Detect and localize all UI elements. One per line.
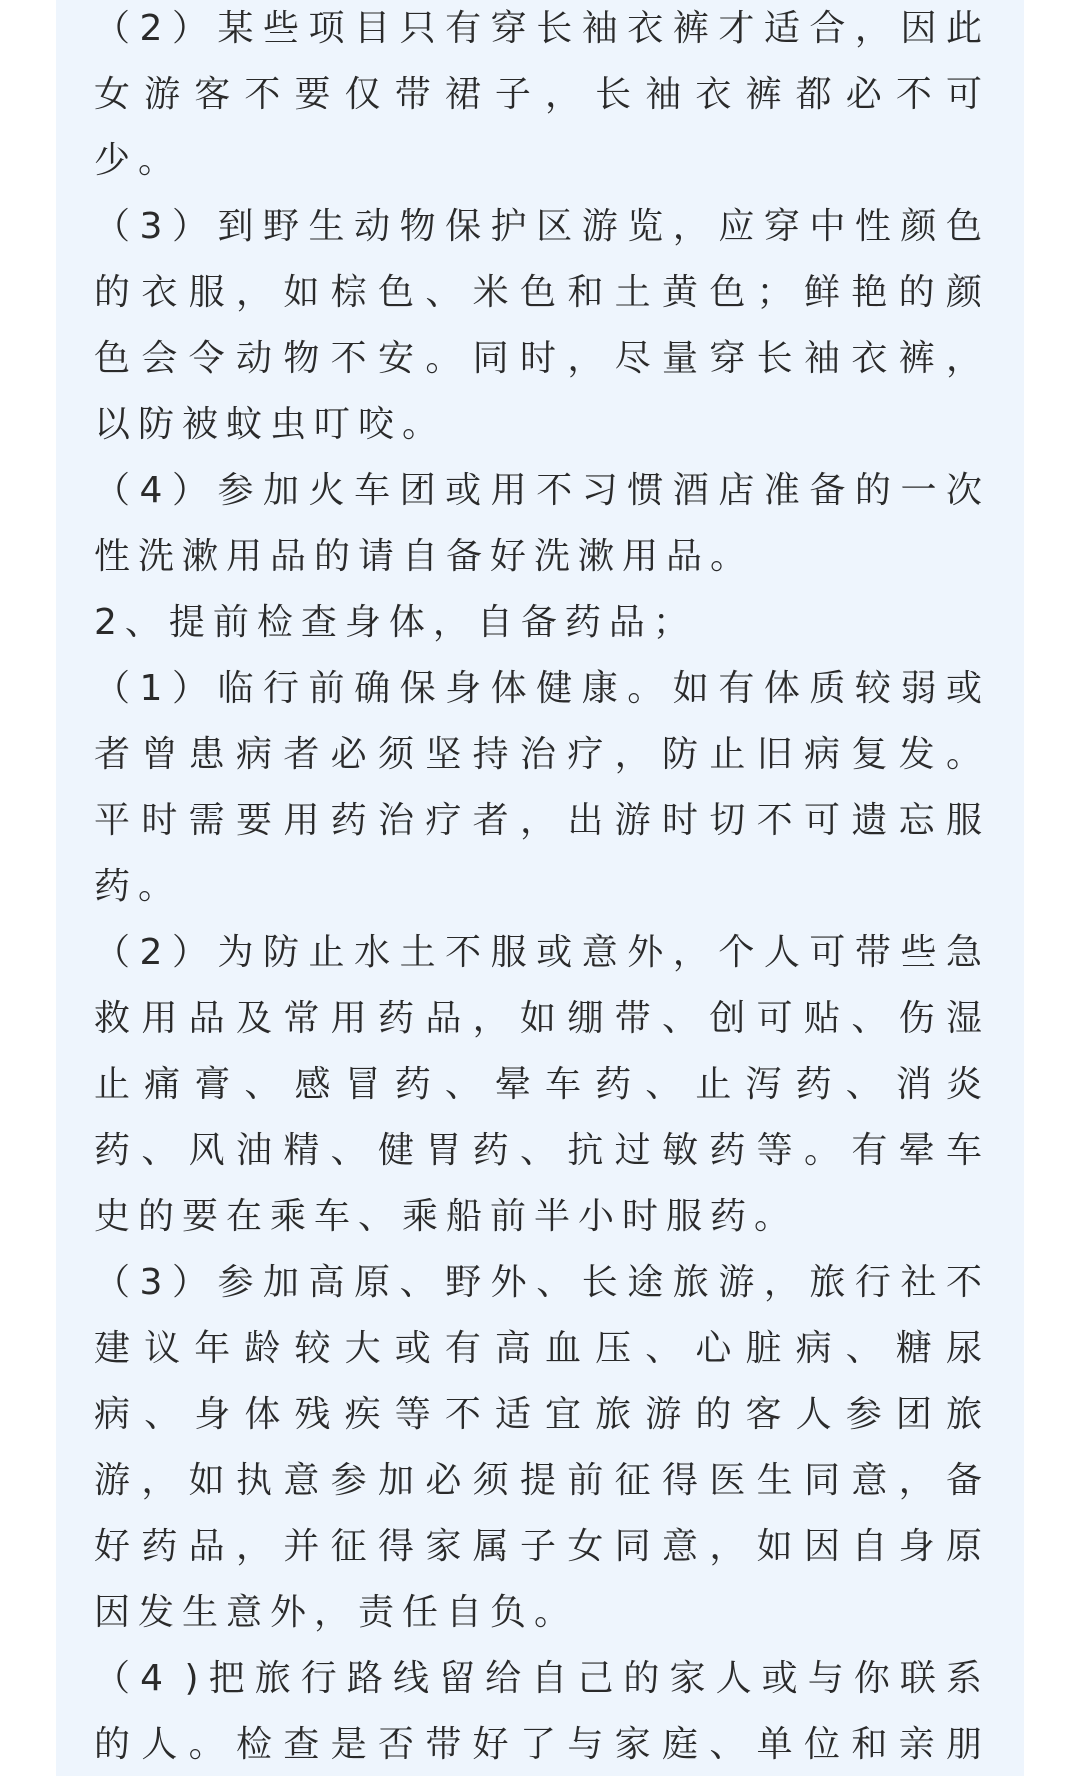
text-line: 药。 [94,866,183,907]
text-line: 史的要在乘车、乘船前半小时服药。 [94,1196,799,1237]
text-line: 游，如执意参加必须提前征得医生同意，备 [94,1460,982,1501]
text-line: 药、风油精、健胃药、抗过敏药等。有晕车 [94,1130,982,1171]
text-line: 平时需要用药治疗者，出游时切不可遗忘服 [94,800,982,841]
text-line: 色会令动物不安。同时，尽量穿长袖衣裤， [94,338,982,379]
text-line: 者曾患病者必须坚持治疗，防止旧病复发。 [94,734,982,775]
text-line: 以防被蚊虫叮咬。 [94,404,447,445]
text-line: 2、提前检查身体，自备药品； [94,602,697,643]
text-line: 少。 [94,140,183,181]
article-body [94,0,982,1776]
text-line: （4）参加火车团或用不习惯酒店准备的一次 [94,470,982,511]
text-line: 女游客不要仅带裙子，长袖衣裤都必不可 [94,74,982,115]
text-line: 的衣服，如棕色、米色和土黄色；鲜艳的颜 [94,272,982,313]
text-line: 病、身体残疾等不适宜旅游的客人参团旅 [94,1394,982,1435]
text-line: 建议年龄较大或有高血压、心脏病、糖尿 [94,1328,982,1369]
text-line: （2）某些项目只有穿长袖衣裤才适合，因此 [94,8,982,49]
text-line: （3）到野生动物保护区游览，应穿中性颜色 [94,206,982,247]
text-line: （1）临行前确保身体健康。如有体质较弱或 [94,668,982,709]
text-line: 性洗漱用品的请自备好洗漱用品。 [94,536,755,577]
text-line: 好药品，并征得家属子女同意，如因自身原 [94,1526,982,1567]
text-line: 因发生意外，责任自负。 [94,1592,579,1633]
text-line: （3）参加高原、野外、长途旅游，旅行社不 [94,1262,982,1303]
text-line: （2）为防止水土不服或意外，个人可带些急 [94,932,982,973]
text-line: （4 )把旅行路线留给自己的家人或与你联系 [94,1658,982,1699]
text-line: 的人。检查是否带好了与家庭、单位和亲朋 [94,1724,982,1765]
text-line: 止痛膏、感冒药、晕车药、止泻药、消炎 [94,1064,982,1105]
text-line: 救用品及常用药品，如绷带、创可贴、伤湿 [94,998,982,1039]
